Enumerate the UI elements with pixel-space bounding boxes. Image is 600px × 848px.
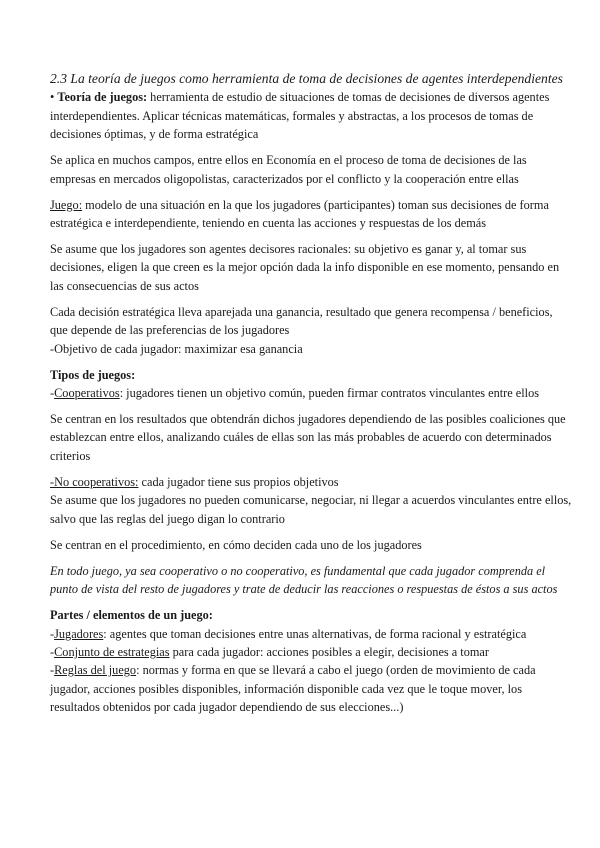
noncooperative-focus: Se centran en el procedimiento, en cómo deciden cada uno de los jugadores <box>50 537 422 552</box>
application-paragraph: Se aplica en muchos campos, entre ellos en Economía en el proceso de toma de decisiones de las empresas en mercados oligopolistas, caracterizados por el conflicto y la cooperación entre ellas <box>50 153 527 186</box>
cooperative-detail: Se centran en los resultados que obtendrán dichos jugadores dependiendo de las posibles coaliciones que establezcan entre ellos, analizando cuáles de ellas son las más probables de acuerdo con determinados criterios <box>50 412 566 463</box>
part-item-rules <box>50 661 572 716</box>
types-heading: Tipos de juegos: <box>50 367 136 382</box>
game-definition <box>50 196 572 233</box>
cooperative-prefix: - <box>50 386 55 401</box>
part-term: Jugadores <box>54 626 104 641</box>
noncooperative-text: cada jugador tiene sus propios objetivos <box>138 474 339 489</box>
part-term: Reglas del juego <box>54 663 137 678</box>
game-term: Juego: <box>50 197 83 212</box>
game-text: modelo de una situación en la que los jugadores (participantes) toman sus decisiones de forma estratégica e interdependiente, teniendo en cuenta las acciones y respuestas de los demás <box>50 197 549 231</box>
part-prefix: - <box>50 644 55 659</box>
game-theory-term: Teoría de juegos: <box>57 90 148 105</box>
rational-players-paragraph: Se asume que los jugadores son agentes decisores racionales: su objetivo es ganar y, al tomar sus decisiones, eligen la que creen es la mejor opción dada la info disponible en ese momento, pensando en las consecuencias de sus actos <box>50 242 560 293</box>
cooperative-item <box>50 384 572 402</box>
part-item-players <box>50 625 572 643</box>
italic-note: En todo juego, ya sea cooperativo o no cooperativo, es fundamental que cada jugador comprenda el punto de vista del resto de jugadores y trate de deducir las reacciones o respuestas de éstos a sus actos <box>50 563 558 597</box>
parts-heading: Partes / elementos de un juego: <box>50 608 213 623</box>
cooperative-term: Cooperativos <box>54 386 120 401</box>
part-term: Conjunto de estrategias <box>54 644 170 659</box>
part-item-strategies <box>50 643 572 661</box>
part-text: : normas y forma en que se llevará a cabo el juego (orden de movimiento de cada jugador, acciones posibles disponibles, información disponible cada vez que le toque mover, los resultados obtenidos por cada jugador dependiendo de sus elecciones...) <box>50 663 536 715</box>
cooperative-text: : jugadores tienen un objetivo común, pueden firmar contratos vinculantes entre ellos <box>119 386 540 401</box>
game-theory-text: herramienta de estudio de situaciones de tomas de decisiones de diversos agentes interdependientes. Aplicar técnicas matemáticas, formales y abstractas, a los procesos de tomas de decisiones óptimas, y de forma estratégica <box>50 90 550 142</box>
part-prefix: - <box>50 663 55 678</box>
game-theory-definition <box>50 88 572 143</box>
document-page <box>50 70 572 717</box>
noncooperative-detail: Se asume que los jugadores no pueden comunicarse, negociar, ni llegar a acuerdos vinculantes entre ellos, salvo que las reglas del juego digan lo contrario <box>50 493 572 526</box>
part-text: para cada jugador: acciones posibles a elegir, decisiones a tomar <box>169 644 489 659</box>
player-objective: -Objetivo de cada jugador: maximizar esa ganancia <box>50 341 303 356</box>
bullet: • <box>50 90 58 105</box>
part-text: : agentes que toman decisiones entre unas alternativas, de forma racional y estratégica <box>103 626 527 641</box>
payoff-paragraph: Cada decisión estratégica lleva aparejada una ganancia, resultado que genera recompensa / beneficios, que depende de las preferencias de los jugadores <box>50 304 553 338</box>
noncooperative-term: -No cooperativos: <box>50 474 139 489</box>
section-title: 2.3 La teoría de juegos como herramienta de toma de decisiones de agentes interdependientes <box>50 71 563 86</box>
part-prefix: - <box>50 626 55 641</box>
noncooperative-item <box>50 473 572 491</box>
